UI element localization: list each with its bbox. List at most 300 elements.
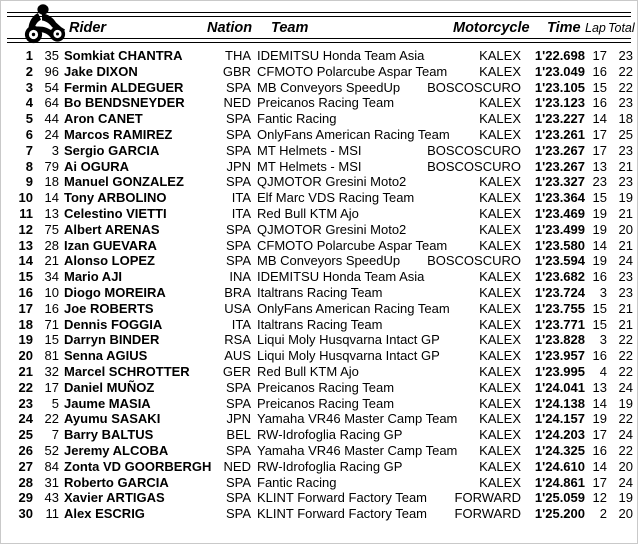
- row-team: QJMOTOR Gresini Moto2: [257, 174, 407, 190]
- row-position: 29: [18, 490, 33, 506]
- row-motorcycle: KALEX: [479, 174, 521, 190]
- row-lap: 13: [592, 379, 607, 395]
- row-time: 1'23.049: [534, 63, 585, 79]
- table-row: [7, 174, 631, 190]
- row-number: 54: [44, 79, 59, 95]
- results-table-body: [7, 48, 631, 522]
- row-number: 14: [44, 190, 59, 206]
- row-number: 34: [44, 269, 59, 285]
- row-lap: 17: [592, 427, 607, 443]
- row-time: 1'23.364: [534, 190, 585, 206]
- motorcycle-rider-icon: [21, 3, 71, 47]
- row-motorcycle: KALEX: [479, 190, 521, 206]
- row-nation: JPN: [226, 411, 251, 427]
- row-rider-name: Jake DIXON: [64, 63, 138, 79]
- row-number: 11: [45, 506, 59, 522]
- table-row: [7, 238, 631, 254]
- table-row: [7, 143, 631, 159]
- row-number: 5: [51, 395, 59, 411]
- row-team: MT Helmets - MSI: [257, 142, 362, 158]
- row-rider-name: Daniel MUÑOZ: [64, 379, 155, 395]
- row-position: 21: [18, 363, 33, 379]
- row-team: IDEMITSU Honda Team Asia: [257, 269, 425, 285]
- row-motorcycle: FORWARD: [454, 490, 521, 506]
- row-total: 23: [618, 142, 633, 158]
- row-position: 5: [25, 111, 33, 127]
- row-nation: SPA: [225, 111, 251, 127]
- row-motorcycle: KALEX: [479, 442, 521, 458]
- row-team: Yamaha VR46 Master Camp Team: [257, 442, 458, 458]
- row-rider-name: Celestino VIETTI: [64, 205, 167, 221]
- row-position: 13: [18, 237, 33, 253]
- row-motorcycle: KALEX: [479, 379, 521, 395]
- row-time: 1'23.267: [534, 158, 585, 174]
- table-row: [7, 301, 631, 317]
- row-rider-name: Senna AGIUS: [64, 348, 148, 364]
- column-header-time: Time: [547, 20, 581, 36]
- row-number: 84: [44, 458, 59, 474]
- row-team: KLINT Forward Factory Team: [257, 506, 428, 522]
- row-position: 7: [25, 142, 33, 158]
- row-team: Elf Marc VDS Racing Team: [257, 190, 415, 206]
- row-motorcycle: KALEX: [479, 348, 521, 364]
- row-time: 1'23.995: [534, 363, 585, 379]
- table-row: [7, 411, 631, 427]
- row-nation: SPA: [225, 174, 251, 190]
- row-time: 1'23.580: [534, 237, 585, 253]
- row-nation: ITA: [231, 316, 251, 332]
- row-rider-name: Roberto GARCIA: [64, 474, 169, 490]
- row-position: 9: [25, 174, 33, 190]
- table-row: [7, 48, 631, 64]
- table-row: [7, 222, 631, 238]
- row-total: 19: [618, 490, 633, 506]
- row-rider-name: Alonso LOPEZ: [64, 253, 155, 269]
- row-total: 21: [618, 205, 633, 221]
- row-number: 16: [44, 300, 59, 316]
- row-nation: SPA: [225, 442, 251, 458]
- row-lap: 19: [592, 411, 607, 427]
- row-rider-name: Albert ARENAS: [64, 221, 160, 237]
- row-team: Fantic Racing: [257, 111, 337, 127]
- row-total: 21: [618, 300, 633, 316]
- row-lap: 2: [599, 506, 607, 522]
- row-rider-name: Manuel GONZALEZ: [64, 174, 184, 190]
- row-lap: 12: [592, 490, 607, 506]
- row-position: 10: [18, 190, 33, 206]
- row-number: 28: [44, 237, 59, 253]
- row-nation: SPA: [225, 142, 251, 158]
- row-team: KLINT Forward Factory Team: [257, 490, 428, 506]
- row-time: 1'23.267: [534, 142, 585, 158]
- row-number: 75: [44, 221, 59, 237]
- table-row: [7, 443, 631, 459]
- row-rider-name: Ai OGURA: [64, 158, 129, 174]
- row-motorcycle: KALEX: [479, 221, 521, 237]
- row-total: 18: [618, 111, 633, 127]
- row-motorcycle: BOSCOSCURO: [427, 79, 521, 95]
- row-position: 1: [25, 48, 33, 63]
- column-header-total: Total: [608, 21, 635, 35]
- row-position: 6: [25, 126, 33, 142]
- row-rider-name: Marcel SCHROTTER: [64, 363, 190, 379]
- row-number: 17: [44, 379, 59, 395]
- row-nation: SPA: [225, 395, 251, 411]
- table-row: [7, 396, 631, 412]
- table-row: [7, 95, 631, 111]
- row-position: 30: [18, 506, 33, 522]
- row-time: 1'24.041: [534, 379, 585, 395]
- row-nation: SPA: [225, 79, 251, 95]
- row-lap: 19: [592, 205, 607, 221]
- row-team: Preicanos Racing Team: [257, 395, 395, 411]
- row-motorcycle: KALEX: [479, 474, 521, 490]
- row-team: OnlyFans American Racing Team: [257, 126, 450, 142]
- row-rider-name: Marcos RAMIREZ: [64, 126, 173, 142]
- row-position: 19: [18, 332, 33, 348]
- row-total: 24: [618, 379, 633, 395]
- row-nation: USA: [224, 300, 251, 316]
- row-nation: SPA: [225, 237, 251, 253]
- row-motorcycle: BOSCOSCURO: [427, 142, 521, 158]
- row-time: 1'25.200: [534, 506, 585, 522]
- row-lap: 3: [599, 284, 607, 300]
- row-total: 19: [618, 190, 633, 206]
- row-number: 3: [51, 142, 59, 158]
- row-nation: BEL: [226, 427, 251, 443]
- row-number: 71: [44, 316, 59, 332]
- row-rider-name: Xavier ARTIGAS: [64, 490, 165, 506]
- row-motorcycle: KALEX: [479, 111, 521, 127]
- table-row: [7, 253, 631, 269]
- table-row: [7, 459, 631, 475]
- row-lap: 19: [592, 221, 607, 237]
- column-header-motorcycle: Motorcycle: [453, 20, 530, 36]
- row-lap: 16: [592, 269, 607, 285]
- table-row: [7, 269, 631, 285]
- row-total: 21: [618, 316, 633, 332]
- header-rule-bottom-inner: [7, 38, 631, 39]
- row-lap: 15: [592, 190, 607, 206]
- row-total: 22: [618, 348, 633, 364]
- row-nation: AUS: [224, 348, 251, 364]
- row-total: 22: [618, 442, 633, 458]
- row-motorcycle: FORWARD: [454, 506, 521, 522]
- row-lap: 16: [592, 95, 607, 111]
- row-motorcycle: KALEX: [479, 95, 521, 111]
- table-row: [7, 206, 631, 222]
- row-rider-name: Alex ESCRIG: [64, 506, 145, 522]
- column-header-team: Team: [271, 20, 309, 36]
- row-rider-name: Zonta VD GOORBERGH: [64, 458, 212, 474]
- column-header-nation: Nation: [207, 20, 253, 36]
- row-time: 1'23.724: [534, 284, 585, 300]
- row-team: Italtrans Racing Team: [257, 284, 383, 300]
- row-motorcycle: KALEX: [479, 316, 521, 332]
- row-time: 1'23.123: [534, 95, 585, 111]
- row-lap: 17: [592, 142, 607, 158]
- table-row: [7, 111, 631, 127]
- table-row: [7, 475, 631, 491]
- row-lap: 15: [592, 300, 607, 316]
- table-row: [7, 80, 631, 96]
- row-time: 1'24.861: [534, 474, 585, 490]
- row-nation: SPA: [225, 221, 251, 237]
- row-nation: SPA: [225, 490, 251, 506]
- row-motorcycle: KALEX: [479, 284, 521, 300]
- row-lap: 16: [592, 63, 607, 79]
- row-position: 4: [25, 95, 33, 111]
- row-rider-name: Somkiat CHANTRA: [64, 48, 183, 63]
- row-position: 15: [18, 269, 33, 285]
- row-position: 8: [25, 158, 33, 174]
- row-team: Liqui Moly Husqvarna Intact GP: [257, 348, 440, 364]
- row-team: RW-Idrofoglia Racing GP: [257, 458, 403, 474]
- row-number: 7: [51, 427, 59, 443]
- row-nation: THA: [225, 48, 251, 63]
- row-lap: 14: [592, 237, 607, 253]
- row-team: Red Bull KTM Ajo: [257, 205, 359, 221]
- row-position: 28: [18, 474, 33, 490]
- row-total: 20: [618, 506, 633, 522]
- row-total: 20: [618, 458, 633, 474]
- row-rider-name: Ayumu SASAKI: [64, 411, 161, 427]
- row-motorcycle: KALEX: [479, 395, 521, 411]
- row-number: 10: [44, 284, 59, 300]
- row-nation: INA: [229, 269, 251, 285]
- row-motorcycle: KALEX: [479, 126, 521, 142]
- row-total: 24: [618, 253, 633, 269]
- row-position: 25: [18, 427, 33, 443]
- row-team: MB Conveyors SpeedUp: [257, 79, 401, 95]
- row-nation: RSA: [224, 332, 251, 348]
- row-rider-name: Darryn BINDER: [64, 332, 160, 348]
- header-rule-top-outer: [7, 12, 631, 13]
- table-row: [7, 285, 631, 301]
- table-row: [7, 490, 631, 506]
- row-motorcycle: KALEX: [479, 269, 521, 285]
- row-position: 18: [18, 316, 33, 332]
- table-row: [7, 64, 631, 80]
- row-nation: ITA: [231, 205, 251, 221]
- column-header-lap: Lap: [585, 21, 606, 35]
- row-time: 1'24.325: [534, 442, 585, 458]
- row-lap: 17: [592, 474, 607, 490]
- row-rider-name: Tony ARBOLINO: [64, 190, 167, 206]
- row-time: 1'24.203: [534, 427, 585, 443]
- row-number: 52: [44, 442, 59, 458]
- row-time: 1'25.059: [534, 490, 585, 506]
- row-time: 1'23.594: [534, 253, 585, 269]
- row-position: 14: [18, 253, 33, 269]
- row-team: Liqui Moly Husqvarna Intact GP: [257, 332, 440, 348]
- row-position: 26: [18, 442, 33, 458]
- row-position: 3: [25, 79, 33, 95]
- row-rider-name: Sergio GARCIA: [64, 142, 160, 158]
- row-team: MT Helmets - MSI: [257, 158, 362, 174]
- table-row: [7, 364, 631, 380]
- row-motorcycle: BOSCOSCURO: [427, 253, 521, 269]
- row-total: 24: [618, 474, 633, 490]
- row-number: 22: [44, 411, 59, 427]
- row-lap: 14: [592, 395, 607, 411]
- table-row: [7, 506, 631, 522]
- row-nation: NED: [223, 95, 251, 111]
- row-nation: JPN: [226, 158, 251, 174]
- row-motorcycle: KALEX: [479, 411, 521, 427]
- row-nation: BRA: [224, 284, 251, 300]
- row-lap: 15: [592, 79, 607, 95]
- row-team: QJMOTOR Gresini Moto2: [257, 221, 407, 237]
- row-total: 21: [618, 237, 633, 253]
- row-motorcycle: KALEX: [479, 332, 521, 348]
- table-row: [7, 190, 631, 206]
- row-team: Preicanos Racing Team: [257, 379, 395, 395]
- row-total: 22: [618, 79, 633, 95]
- row-nation: SPA: [225, 126, 251, 142]
- row-time: 1'23.261: [534, 126, 585, 142]
- row-total: 22: [618, 332, 633, 348]
- row-nation: SPA: [225, 474, 251, 490]
- table-row: [7, 332, 631, 348]
- row-lap: 14: [592, 111, 607, 127]
- header-rule-bottom-outer: [7, 42, 631, 43]
- row-total: 24: [618, 427, 633, 443]
- row-number: 43: [44, 490, 59, 506]
- row-rider-name: Bo BENDSNEYDER: [64, 95, 185, 111]
- row-time: 1'23.828: [534, 332, 585, 348]
- row-time: 1'24.157: [534, 411, 585, 427]
- row-rider-name: Aron CANET: [64, 111, 143, 127]
- row-time: 1'23.227: [534, 111, 585, 127]
- row-lap: 16: [592, 442, 607, 458]
- table-row: [7, 159, 631, 175]
- row-number: 64: [44, 95, 59, 111]
- row-lap: 3: [599, 332, 607, 348]
- row-time: 1'23.682: [534, 269, 585, 285]
- row-position: 27: [18, 458, 33, 474]
- row-nation: GBR: [222, 63, 251, 79]
- row-lap: 16: [592, 348, 607, 364]
- row-number: 15: [44, 332, 59, 348]
- row-number: 32: [44, 363, 59, 379]
- row-lap: 19: [592, 253, 607, 269]
- table-row: [7, 427, 631, 443]
- row-rider-name: Mario AJI: [64, 269, 123, 285]
- row-total: 22: [618, 363, 633, 379]
- header-rule-top-inner: [7, 16, 631, 17]
- row-lap: 23: [592, 174, 607, 190]
- row-motorcycle: KALEX: [479, 63, 521, 79]
- row-position: 11: [19, 205, 33, 221]
- row-time: 1'23.105: [534, 79, 585, 95]
- row-nation: SPA: [225, 253, 251, 269]
- row-lap: 15: [592, 316, 607, 332]
- row-rider-name: Jaume MASIA: [64, 395, 151, 411]
- row-time: 1'24.138: [534, 395, 585, 411]
- row-total: 23: [618, 174, 633, 190]
- row-time: 1'23.327: [534, 174, 585, 190]
- table-row: [7, 127, 631, 143]
- row-total: 23: [618, 269, 633, 285]
- row-team: IDEMITSU Honda Team Asia: [257, 48, 425, 63]
- row-rider-name: Fermin ALDEGUER: [64, 79, 184, 95]
- row-time: 1'22.698: [534, 48, 585, 63]
- row-number: 79: [44, 158, 59, 174]
- row-nation: SPA: [225, 379, 251, 395]
- column-header-rider: Rider: [69, 20, 107, 36]
- row-motorcycle: KALEX: [479, 363, 521, 379]
- row-position: 24: [18, 411, 33, 427]
- table-row: [7, 380, 631, 396]
- row-nation: NED: [223, 458, 251, 474]
- row-total: 21: [618, 158, 633, 174]
- row-number: 21: [44, 253, 59, 269]
- row-motorcycle: KALEX: [479, 237, 521, 253]
- row-team: MB Conveyors SpeedUp: [257, 253, 401, 269]
- row-position: 16: [18, 284, 33, 300]
- row-total: 25: [618, 126, 633, 142]
- row-nation: ITA: [231, 190, 251, 206]
- row-number: 18: [44, 174, 59, 190]
- row-time: 1'23.755: [534, 300, 585, 316]
- row-rider-name: Diogo MOREIRA: [64, 284, 166, 300]
- row-time: 1'23.499: [534, 221, 585, 237]
- row-rider-name: Jeremy ALCOBA: [64, 442, 169, 458]
- row-time: 1'24.610: [534, 458, 585, 474]
- table-header: [7, 9, 635, 47]
- row-team: CFMOTO Polarcube Aspar Team: [257, 63, 448, 79]
- row-motorcycle: KALEX: [479, 300, 521, 316]
- row-rider-name: Barry BALTUS: [64, 427, 154, 443]
- row-total: 23: [618, 48, 633, 63]
- row-lap: 17: [592, 126, 607, 142]
- row-position: 17: [18, 300, 33, 316]
- row-position: 12: [18, 221, 33, 237]
- row-motorcycle: KALEX: [479, 427, 521, 443]
- row-number: 13: [44, 205, 59, 221]
- row-team: OnlyFans American Racing Team: [257, 300, 450, 316]
- row-lap: 13: [592, 158, 607, 174]
- row-team: Preicanos Racing Team: [257, 95, 395, 111]
- row-nation: GER: [222, 363, 251, 379]
- row-total: 20: [618, 221, 633, 237]
- row-position: 2: [25, 63, 33, 79]
- row-team: RW-Idrofoglia Racing GP: [257, 427, 403, 443]
- table-row: [7, 317, 631, 333]
- row-position: 22: [18, 379, 33, 395]
- row-number: 31: [44, 474, 59, 490]
- row-rider-name: Dennis FOGGIA: [64, 316, 163, 332]
- row-team: Fantic Racing: [257, 474, 337, 490]
- row-time: 1'23.469: [534, 205, 585, 221]
- row-motorcycle: KALEX: [479, 48, 521, 63]
- row-team: Italtrans Racing Team: [257, 316, 383, 332]
- row-rider-name: Joe ROBERTS: [64, 300, 154, 316]
- row-team: CFMOTO Polarcube Aspar Team: [257, 237, 448, 253]
- row-nation: SPA: [225, 506, 251, 522]
- row-lap: 4: [599, 363, 607, 379]
- row-number: 44: [44, 111, 59, 127]
- row-total: 23: [618, 284, 633, 300]
- row-total: 22: [618, 63, 633, 79]
- row-number: 96: [44, 63, 59, 79]
- row-position: 20: [18, 348, 33, 364]
- row-total: 23: [618, 95, 633, 111]
- row-motorcycle: KALEX: [479, 458, 521, 474]
- row-motorcycle: BOSCOSCURO: [427, 158, 521, 174]
- row-total: 19: [618, 395, 633, 411]
